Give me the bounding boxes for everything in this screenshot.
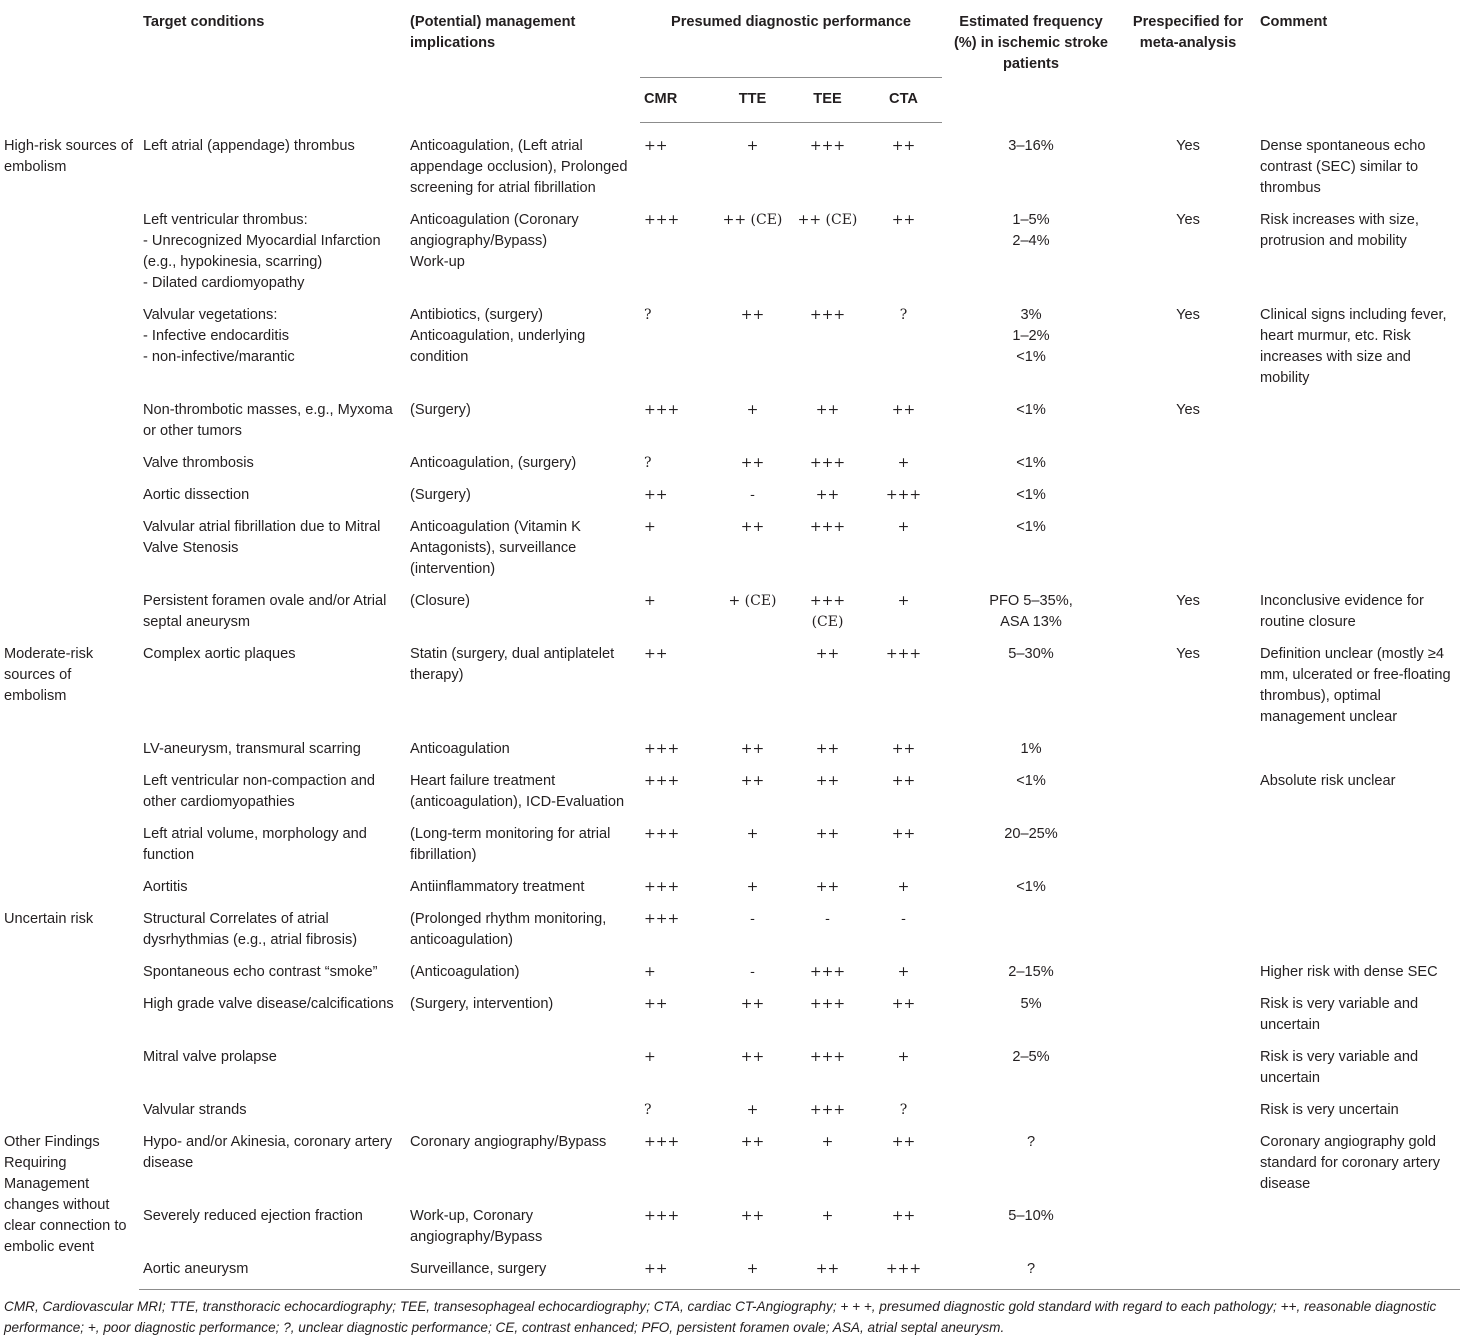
table-row: [0, 585, 1460, 638]
cell-management: Work-up, Coronary angiography/Bypass: [410, 1207, 543, 1245]
cell-tee: ++: [790, 1253, 865, 1290]
cell-management: Anticoagulation: [410, 740, 510, 757]
cell-prespecified: [1120, 1253, 1256, 1290]
cell-cmr: +++: [644, 1207, 680, 1224]
cell-prespecified: [1120, 818, 1256, 871]
cell-tte: ++: [740, 740, 765, 757]
cell-prespecified: Yes: [1176, 137, 1200, 154]
cell-cmr: +++: [644, 1133, 680, 1150]
header-target-conditions: Target conditions: [143, 14, 265, 30]
cell-cta: ++: [891, 772, 916, 789]
table-row: [0, 733, 1460, 765]
cell-tte: ++: [740, 1133, 765, 1150]
cell-cta: +++: [865, 1253, 942, 1290]
cell-prespecified: Yes: [1176, 592, 1200, 609]
cell-target: Left atrial (appendage) thrombus: [143, 137, 355, 154]
cell-tte: ++: [740, 306, 765, 323]
table-body: [0, 123, 1460, 1290]
cell-group: High-risk sources of embolism: [4, 137, 133, 175]
cell-comment: [1256, 447, 1460, 479]
cell-prespecified: Yes: [1176, 645, 1200, 662]
cell-cmr: ?: [644, 1101, 652, 1118]
cell-comment: [1256, 733, 1460, 765]
header-tte: TTE: [715, 78, 790, 123]
cell-prespecified: [1120, 1041, 1256, 1094]
table-row: [0, 956, 1460, 988]
table-row: [0, 1126, 1460, 1200]
cell-management: (Prolonged rhythm monitoring, anticoagulation): [410, 910, 607, 948]
cell-frequency: <1%: [1016, 518, 1046, 535]
cell-frequency: <1%: [1016, 401, 1046, 418]
cell-management: Statin (surgery, dual antiplatelet therapy): [410, 645, 615, 683]
cell-tee: ++: [815, 772, 840, 789]
cell-comment: Risk increases with size, protrusion and mobility: [1260, 211, 1419, 249]
cell-management: (Closure): [410, 592, 471, 609]
header-group: [0, 0, 139, 123]
cell-tee: +++: [809, 1101, 846, 1118]
cell-target: Valvular atrial fibrillation due to Mitral Valve Stenosis: [143, 518, 381, 556]
cell-prespecified: [1120, 1200, 1256, 1253]
cell-prespecified: [1120, 733, 1256, 765]
cell-target: Aortitis: [143, 878, 188, 895]
cell-cta: ++: [891, 138, 916, 154]
cell-cta: +: [897, 518, 910, 535]
cell-management: Heart failure treatment (anticoagulation), ICD-Evaluation: [410, 772, 625, 810]
cell-tee: ++: [815, 878, 840, 895]
cell-frequency: 5–10%: [1008, 1207, 1054, 1224]
cell-comment: Risk is very variable and uncertain: [1260, 1048, 1419, 1086]
cell-frequency: 5%: [1020, 995, 1042, 1012]
cell-frequency: 5–30%: [1008, 645, 1054, 662]
cell-group: Moderate-risk sources of embolism: [4, 645, 94, 704]
cell-comment: Risk is very variable and uncertain: [1260, 995, 1419, 1033]
cell-tee: ++: [815, 825, 840, 842]
cell-target: Aortic aneurysm: [139, 1253, 406, 1290]
table-row: [0, 123, 1460, 204]
cell-frequency: <1%: [1016, 486, 1046, 503]
cell-tee: +++ (CE): [809, 592, 846, 630]
cell-group: Other Findings Requiring Management changes without clear connection to embolic event: [4, 1133, 127, 1255]
cell-target: Aortic dissection: [143, 486, 250, 503]
cell-tee: +: [821, 1207, 834, 1224]
cell-target: Hypo- and/or Akinesia, coronary artery disease: [143, 1133, 393, 1171]
cell-tee: ++: [815, 645, 840, 662]
cell-cta: +: [897, 878, 910, 895]
table-row: [0, 447, 1460, 479]
cell-management: Anticoagulation (Coronary angiography/Bypass) Work-up: [410, 211, 579, 270]
cell-prespecified: [1120, 871, 1256, 903]
cell-management: Antibiotics, (surgery) Anticoagulation, underlying condition: [410, 306, 586, 365]
cell-target: Severely reduced ejection fraction: [143, 1207, 363, 1224]
cell-prespecified: [1120, 447, 1256, 479]
cell-comment: Clinical signs including fever, heart murmur, etc. Risk increases with size and mobility: [1260, 306, 1447, 386]
cell-target: Mitral valve prolapse: [143, 1048, 277, 1065]
header-performance: Presumed diagnostic performance: [640, 0, 942, 78]
cell-management: Anticoagulation (Vitamin K Antagonists), surveillance (intervention): [410, 518, 581, 577]
cell-cmr: +: [644, 592, 656, 609]
header-cmr: CMR: [640, 78, 715, 123]
cell-target: Left ventricular non-compaction and other cardiomyopathies: [143, 772, 376, 810]
cell-management: (Anticoagulation): [410, 963, 520, 980]
cell-tte: ++: [740, 995, 765, 1012]
table-footnote: CMR, Cardiovascular MRI; TTE, transthoracic echocardiography; TEE, transesophageal echocardiography; CTA, cardiac CT-Angiography; + + +, presumed diagnostic gold standard with regard to each pathology; ++, reasonable diagnostic performance; +, poor diagnostic performance; ?, unclear diagnostic performance; CE, contrast enhanced; PFO, persistent foramen ovale; ASA, atrial septal aneurysm.: [4, 1299, 1437, 1335]
cell-cmr: ++: [644, 995, 668, 1012]
cell-tte: + (CE): [728, 592, 777, 609]
table-row: [0, 1200, 1460, 1253]
cell-frequency: 1%: [1020, 740, 1042, 757]
cell-tte: +: [746, 401, 759, 418]
cell-cmr: ++: [644, 645, 668, 662]
cell-target: High grade valve disease/calcifications: [143, 995, 394, 1012]
cell-target: LV-aneurysm, transmural scarring: [143, 740, 361, 757]
table-row: [0, 1094, 1460, 1126]
cell-management: Anticoagulation, (Left atrial appendage occlusion), Prolonged screening for atrial fibrillation: [410, 137, 628, 196]
cell-management: [406, 1094, 640, 1126]
cell-comment: [1256, 394, 1460, 447]
header-frequency: Estimated frequency (%) in ischemic stroke patients: [953, 14, 1109, 72]
cell-tee: +++: [809, 138, 846, 154]
cell-cta: +: [897, 592, 910, 609]
table-row: [0, 871, 1460, 903]
cell-tee: +: [821, 1133, 834, 1150]
cell-tee: +++: [809, 454, 846, 471]
cell-prespecified: [1120, 479, 1256, 511]
cell-cta: ++: [891, 995, 916, 1012]
cell-tte: [715, 638, 790, 733]
cell-prespecified: [1120, 1094, 1256, 1126]
header-prespecified: Prespecified for meta-analysis: [1132, 14, 1244, 51]
cell-tee: -: [825, 910, 830, 927]
cell-tee: ++: [815, 486, 840, 503]
cell-management: [406, 1041, 640, 1094]
cell-tte: ++: [740, 454, 765, 471]
cell-comment: Risk is very uncertain: [1260, 1101, 1399, 1118]
table-row: [0, 299, 1460, 394]
cell-cmr: ++: [644, 138, 668, 154]
cell-prespecified: Yes: [1176, 211, 1200, 228]
cell-management: (Surgery): [410, 486, 471, 503]
cell-comment: [1256, 479, 1460, 511]
cell-target: Valvular vegetations: - Infective endocarditis - non-infective/marantic: [143, 306, 295, 365]
header-management: (Potential) management implications: [410, 14, 576, 51]
cell-prespecified: [1120, 1126, 1256, 1200]
cell-group: Uncertain risk: [4, 910, 94, 927]
cell-frequency: ?: [942, 1253, 1120, 1290]
cell-prespecified: [1120, 988, 1256, 1041]
cell-management: Anticoagulation, (surgery): [410, 454, 577, 471]
cell-prespecified: [1120, 511, 1256, 585]
cell-comment: [1256, 511, 1460, 585]
cell-target: Spontaneous echo contrast “smoke”: [143, 963, 378, 980]
cell-cmr: ?: [644, 306, 652, 323]
cell-frequency: 20–25%: [1004, 825, 1058, 842]
cell-cta: +: [897, 963, 910, 980]
cell-cmr: +: [644, 1048, 656, 1065]
cell-cmr: +++: [644, 910, 680, 927]
cell-frequency: <1%: [1016, 454, 1046, 471]
cell-frequency: [942, 903, 1120, 956]
cell-tte: +: [746, 138, 759, 154]
cell-frequency: <1%: [1016, 878, 1046, 895]
cell-tee: ++: [815, 740, 840, 757]
cell-comment: Inconclusive evidence for routine closure: [1260, 592, 1424, 630]
cell-target: Valvular strands: [143, 1101, 247, 1118]
cell-management: Antiinflammatory treatment: [410, 878, 585, 895]
cell-cta: ++: [891, 740, 916, 757]
cell-tte: ++: [740, 1207, 765, 1224]
cell-tte: -: [750, 486, 755, 503]
cell-target: Non-thrombotic masses, e.g., Myxoma or other tumors: [143, 401, 393, 439]
cell-cta: ++: [891, 1207, 916, 1224]
cell-cmr: ++: [640, 1253, 715, 1290]
table-row: [0, 903, 1460, 956]
cell-comment: [1256, 1200, 1460, 1253]
header-cta: CTA: [865, 78, 942, 123]
cell-cta: ++: [891, 401, 916, 418]
cell-comment: [1256, 871, 1460, 903]
cell-frequency: PFO 5–35%, ASA 13%: [989, 592, 1073, 630]
cell-tee: ++ (CE): [797, 211, 858, 228]
table-header: [0, 0, 1460, 123]
table-row: [0, 204, 1460, 299]
cell-cta: -: [901, 910, 906, 927]
cell-target: Valve thrombosis: [143, 454, 254, 471]
cell-frequency: 3–16%: [1008, 137, 1054, 154]
cell-cta: +: [897, 1048, 910, 1065]
cell-management: (Surgery, intervention): [410, 995, 554, 1012]
cell-tte: +: [746, 825, 759, 842]
cell-cmr: +++: [644, 211, 680, 228]
cell-target: Complex aortic plaques: [143, 645, 296, 662]
cell-cmr: +++: [644, 825, 680, 842]
cell-target: Left ventricular thrombus: - Unrecognized Myocardial Infarction (e.g., hypokinesia, scarring) - Dilated cardiomyopathy: [143, 211, 381, 291]
cell-frequency: 2–15%: [1008, 963, 1054, 980]
cell-prespecified: [1120, 765, 1256, 818]
cell-tte: -: [750, 963, 755, 980]
cell-cmr: +++: [644, 878, 680, 895]
cell-comment: [1256, 818, 1460, 871]
table-row: [0, 988, 1460, 1041]
cell-frequency: [942, 1094, 1120, 1126]
cell-prespecified: Yes: [1176, 401, 1200, 418]
cell-tte: ++: [740, 772, 765, 789]
table-row: [0, 818, 1460, 871]
cell-management: (Surgery): [410, 401, 471, 418]
cell-cmr: +: [644, 518, 656, 535]
cell-management: Coronary angiography/Bypass: [410, 1133, 607, 1150]
cell-comment: Absolute risk unclear: [1260, 772, 1396, 789]
header-tee: TEE: [790, 78, 865, 123]
table-row: [0, 765, 1460, 818]
header-comment: Comment: [1260, 14, 1328, 30]
cell-tte: +: [746, 1101, 759, 1118]
cell-target: Persistent foramen ovale and/or Atrial septal aneurysm: [143, 592, 387, 630]
cell-cmr: +: [644, 963, 656, 980]
cell-cta: ++: [891, 211, 916, 228]
cell-cmr: +++: [644, 401, 680, 418]
cell-prespecified: [1120, 956, 1256, 988]
table-row: [0, 479, 1460, 511]
cell-prespecified: Yes: [1176, 306, 1200, 323]
cell-tte: ++ (CE): [722, 211, 783, 228]
cell-cta: +: [897, 454, 910, 471]
cell-prespecified: [1120, 903, 1256, 956]
cell-tee: +++: [809, 306, 846, 323]
cell-tte: +: [715, 1253, 790, 1290]
cell-tte: ++: [740, 1048, 765, 1065]
cell-comment: [1256, 1253, 1460, 1290]
table-row: [0, 511, 1460, 585]
cell-cta: +++: [885, 645, 922, 662]
cell-cmr: ++: [644, 486, 668, 503]
cell-comment: Definition unclear (mostly ≥4 mm, ulcerated or free-floating thrombus), optimal management unclear: [1260, 645, 1451, 725]
cell-frequency: 2–5%: [1012, 1048, 1050, 1065]
cell-comment: Coronary angiography gold standard for coronary artery disease: [1260, 1133, 1441, 1192]
table-row: [0, 638, 1460, 733]
cell-target: Left atrial volume, morphology and function: [143, 825, 367, 863]
cell-tte: -: [750, 910, 755, 927]
cell-tee: +++: [809, 995, 846, 1012]
cell-tee: +++: [809, 1048, 846, 1065]
cell-comment: Higher risk with dense SEC: [1260, 963, 1438, 980]
cell-tee: ++: [815, 401, 840, 418]
cell-cta: +++: [885, 486, 922, 503]
cell-frequency: <1%: [1016, 772, 1046, 789]
cell-cta: ?: [899, 306, 908, 323]
cell-tee: +++: [809, 518, 846, 535]
cell-cta: ++: [891, 1133, 916, 1150]
cell-management: (Long-term monitoring for atrial fibrillation): [410, 825, 611, 863]
cell-frequency: 3% 1–2% <1%: [1012, 306, 1050, 365]
cell-tee: +++: [809, 963, 846, 980]
cell-comment: [1256, 903, 1460, 956]
cell-cta: ++: [891, 825, 916, 842]
cell-cmr: ?: [644, 454, 652, 471]
cell-cta: ?: [899, 1101, 908, 1118]
cell-cmr: +++: [644, 772, 680, 789]
cell-tte: ++: [740, 518, 765, 535]
cell-management: Surveillance, surgery: [406, 1253, 640, 1290]
cell-tte: +: [746, 878, 759, 895]
cell-frequency: 1–5% 2–4%: [1012, 211, 1050, 249]
cell-cmr: +++: [644, 740, 680, 757]
cell-comment: Dense spontaneous echo contrast (SEC) similar to thrombus: [1260, 137, 1426, 196]
cell-frequency: ?: [1026, 1133, 1036, 1150]
table-row: [0, 394, 1460, 447]
table-row: [0, 1253, 1460, 1290]
cell-target: Structural Correlates of atrial dysrhythmias (e.g., atrial fibrosis): [143, 910, 358, 948]
table-row: [0, 1041, 1460, 1094]
